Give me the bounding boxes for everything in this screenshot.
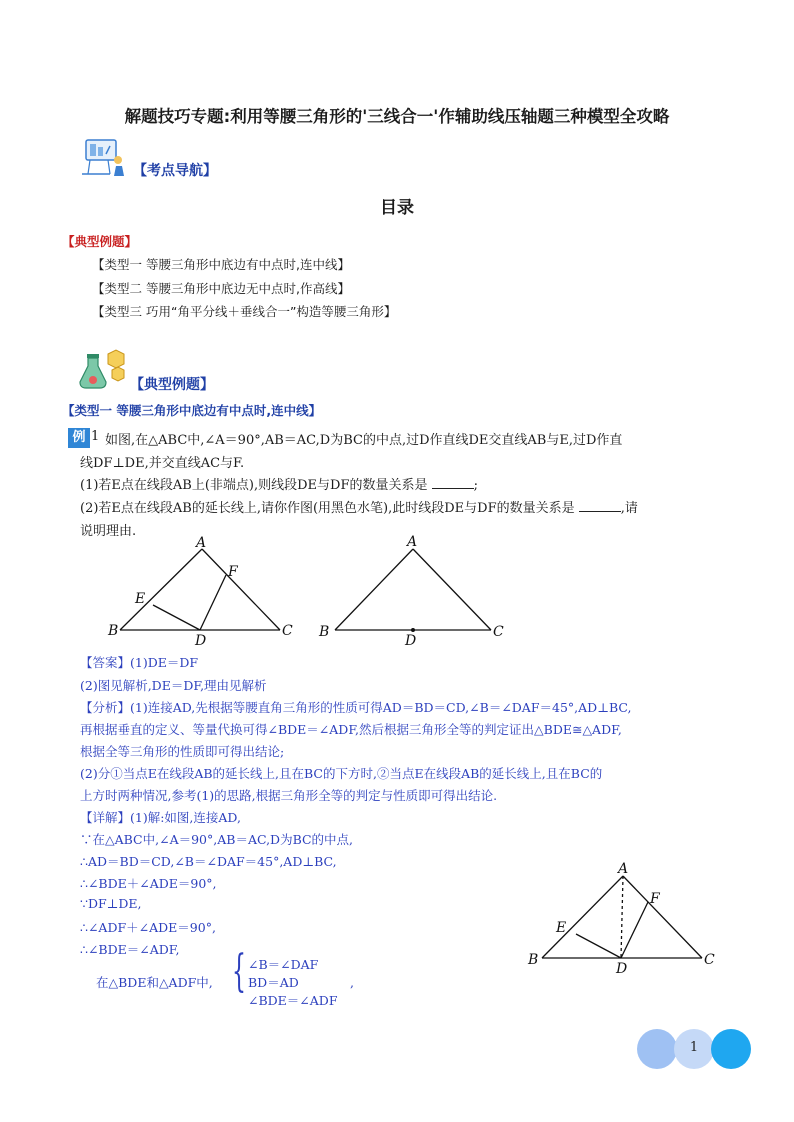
system-brace: { bbox=[232, 946, 246, 997]
question-1 bbox=[80, 474, 478, 493]
question-2-end: ,请 bbox=[620, 501, 638, 516]
example-badge: 例 bbox=[68, 428, 90, 448]
segment-ac bbox=[413, 549, 491, 630]
label-a: A bbox=[196, 535, 207, 551]
point-d bbox=[411, 628, 415, 632]
toc-item-3[interactable]: 【类型三 巧用“角平分线＋垂线合一”构造等腰三角形】 bbox=[92, 304, 397, 319]
segment-ab bbox=[542, 876, 623, 958]
lab-icon bbox=[80, 350, 130, 390]
question-1-text: (1)若E点在线段AB上(非端点),则线段DE与DF的数量关系是 bbox=[80, 478, 428, 493]
page-circle-right bbox=[711, 1029, 751, 1069]
label-c: C bbox=[282, 623, 293, 639]
analysis-line-4: (2)分①当点E在线段AB的延长线上,且在BC的下方时,②当点E在线段AB的延长线上,且在BC的 bbox=[80, 766, 603, 781]
toc-item-1[interactable]: 【类型一 等腰三角形中底边有中点时,连中线】 bbox=[92, 257, 350, 272]
figure-3 bbox=[520, 858, 730, 977]
type-1-heading: 【类型一 等腰三角形中底边有中点时,连中线】 bbox=[62, 403, 322, 418]
example-line-1: 如图,在△ABC中,∠A＝90°,AB＝AC,D为BC的中点,过D作直线DE交直线AB与E,过D作直 bbox=[105, 433, 623, 448]
segment-ac bbox=[623, 876, 702, 958]
segment-ad-dashed bbox=[621, 876, 623, 958]
system-line-1: ∠B＝∠DAF bbox=[248, 957, 319, 972]
label-d: D bbox=[616, 961, 628, 977]
label-b: B bbox=[528, 952, 539, 968]
system-end: , bbox=[350, 975, 354, 990]
answer-line-1: 【答案】(1)DE＝DF bbox=[80, 655, 199, 670]
segment-df bbox=[621, 902, 648, 958]
detail-line-5: ∵DF⊥DE, bbox=[80, 896, 142, 911]
answer-line-2: (2)图见解析,DE＝DF,理由见解析 bbox=[80, 678, 267, 693]
example-line-2: 线DF⊥DE,并交直线AC与F. bbox=[80, 456, 245, 471]
figure-2 bbox=[315, 535, 515, 650]
question-2-cont: 说明理由. bbox=[80, 524, 137, 539]
label-d: D bbox=[405, 633, 417, 649]
label-d: D bbox=[195, 633, 207, 649]
label-a: A bbox=[407, 534, 418, 550]
segment-ac bbox=[202, 549, 280, 630]
segment-ab bbox=[120, 549, 202, 630]
figure-1 bbox=[100, 535, 310, 650]
toc-title: 目录 bbox=[380, 198, 414, 218]
lecture-icon bbox=[80, 138, 126, 178]
segment-de bbox=[576, 934, 621, 958]
analysis-line-5: 上方时两种情况,参考(1)的思路,根据三角形全等的判定与性质即可得出结论. bbox=[80, 788, 498, 803]
label-e: E bbox=[556, 920, 567, 936]
page-number: 1 bbox=[689, 1040, 699, 1055]
analysis-line-3: 根据全等三角形的性质即可得出结论; bbox=[80, 744, 285, 759]
label-f: F bbox=[650, 891, 660, 907]
nav-label: 【考点导航】 bbox=[133, 163, 217, 179]
segment-de bbox=[153, 605, 200, 630]
segment-df bbox=[200, 575, 226, 630]
detail-line-3: ∴AD＝BD＝CD,∠B＝∠DAF＝45°,AD⊥BC, bbox=[80, 854, 337, 869]
toc-item-2[interactable]: 【类型二 等腰三角形中底边无中点时,作高线】 bbox=[92, 281, 350, 296]
toc-section: 【典型例题】 bbox=[62, 234, 138, 249]
analysis-line-2: 再根据垂直的定义、等量代换可得∠BDE＝∠ADF,然后根据三角形全等的判定证出△BDE≅△ADF, bbox=[80, 722, 622, 737]
label-a: A bbox=[618, 861, 629, 877]
answer-blank-2[interactable] bbox=[579, 499, 621, 512]
answer-blank-1[interactable] bbox=[432, 476, 474, 489]
question-1-end: ; bbox=[473, 478, 479, 493]
label-c: C bbox=[493, 624, 504, 640]
section-label: 【典型例题】 bbox=[130, 377, 214, 393]
detail-line-2: ∵在△ABC中,∠A＝90°,AB＝AC,D为BC的中点, bbox=[80, 832, 354, 847]
detail-line-8: 在△BDE和△ADF中, bbox=[96, 975, 213, 990]
label-b: B bbox=[319, 624, 330, 640]
question-2 bbox=[80, 497, 638, 516]
label-e: E bbox=[135, 591, 146, 607]
detail-line-7: ∴∠BDE＝∠ADF, bbox=[80, 942, 180, 957]
page-title: 解题技巧专题:利用等腰三角形的'三线合一'作辅助线压轴题三种模型全攻略 bbox=[124, 107, 670, 126]
label-f: F bbox=[228, 564, 238, 580]
detail-line-1: 【详解】(1)解:如图,连接AD, bbox=[80, 810, 241, 825]
label-b: B bbox=[108, 623, 119, 639]
system-line-2: BD＝AD bbox=[248, 975, 299, 990]
label-c: C bbox=[704, 952, 715, 968]
example-number: 1 bbox=[91, 429, 100, 444]
system-line-3: ∠BDE＝∠ADF bbox=[248, 993, 338, 1008]
detail-line-4: ∴∠BDE＋∠ADE＝90°, bbox=[80, 876, 217, 891]
question-2-text: (2)若E点在线段AB的延长线上,请你作图(用黑色水笔),此时线段DE与DF的数量关系是 bbox=[80, 501, 575, 516]
page-circle-left bbox=[637, 1029, 677, 1069]
analysis-line-1: 【分析】(1)连接AD,先根据等腰直角三角形的性质可得AD＝BD＝CD,∠B＝∠DAF＝45°,AD⊥BC, bbox=[80, 700, 632, 715]
segment-ab bbox=[335, 549, 413, 630]
detail-line-6: ∴∠ADF＋∠ADE＝90°, bbox=[80, 920, 216, 935]
